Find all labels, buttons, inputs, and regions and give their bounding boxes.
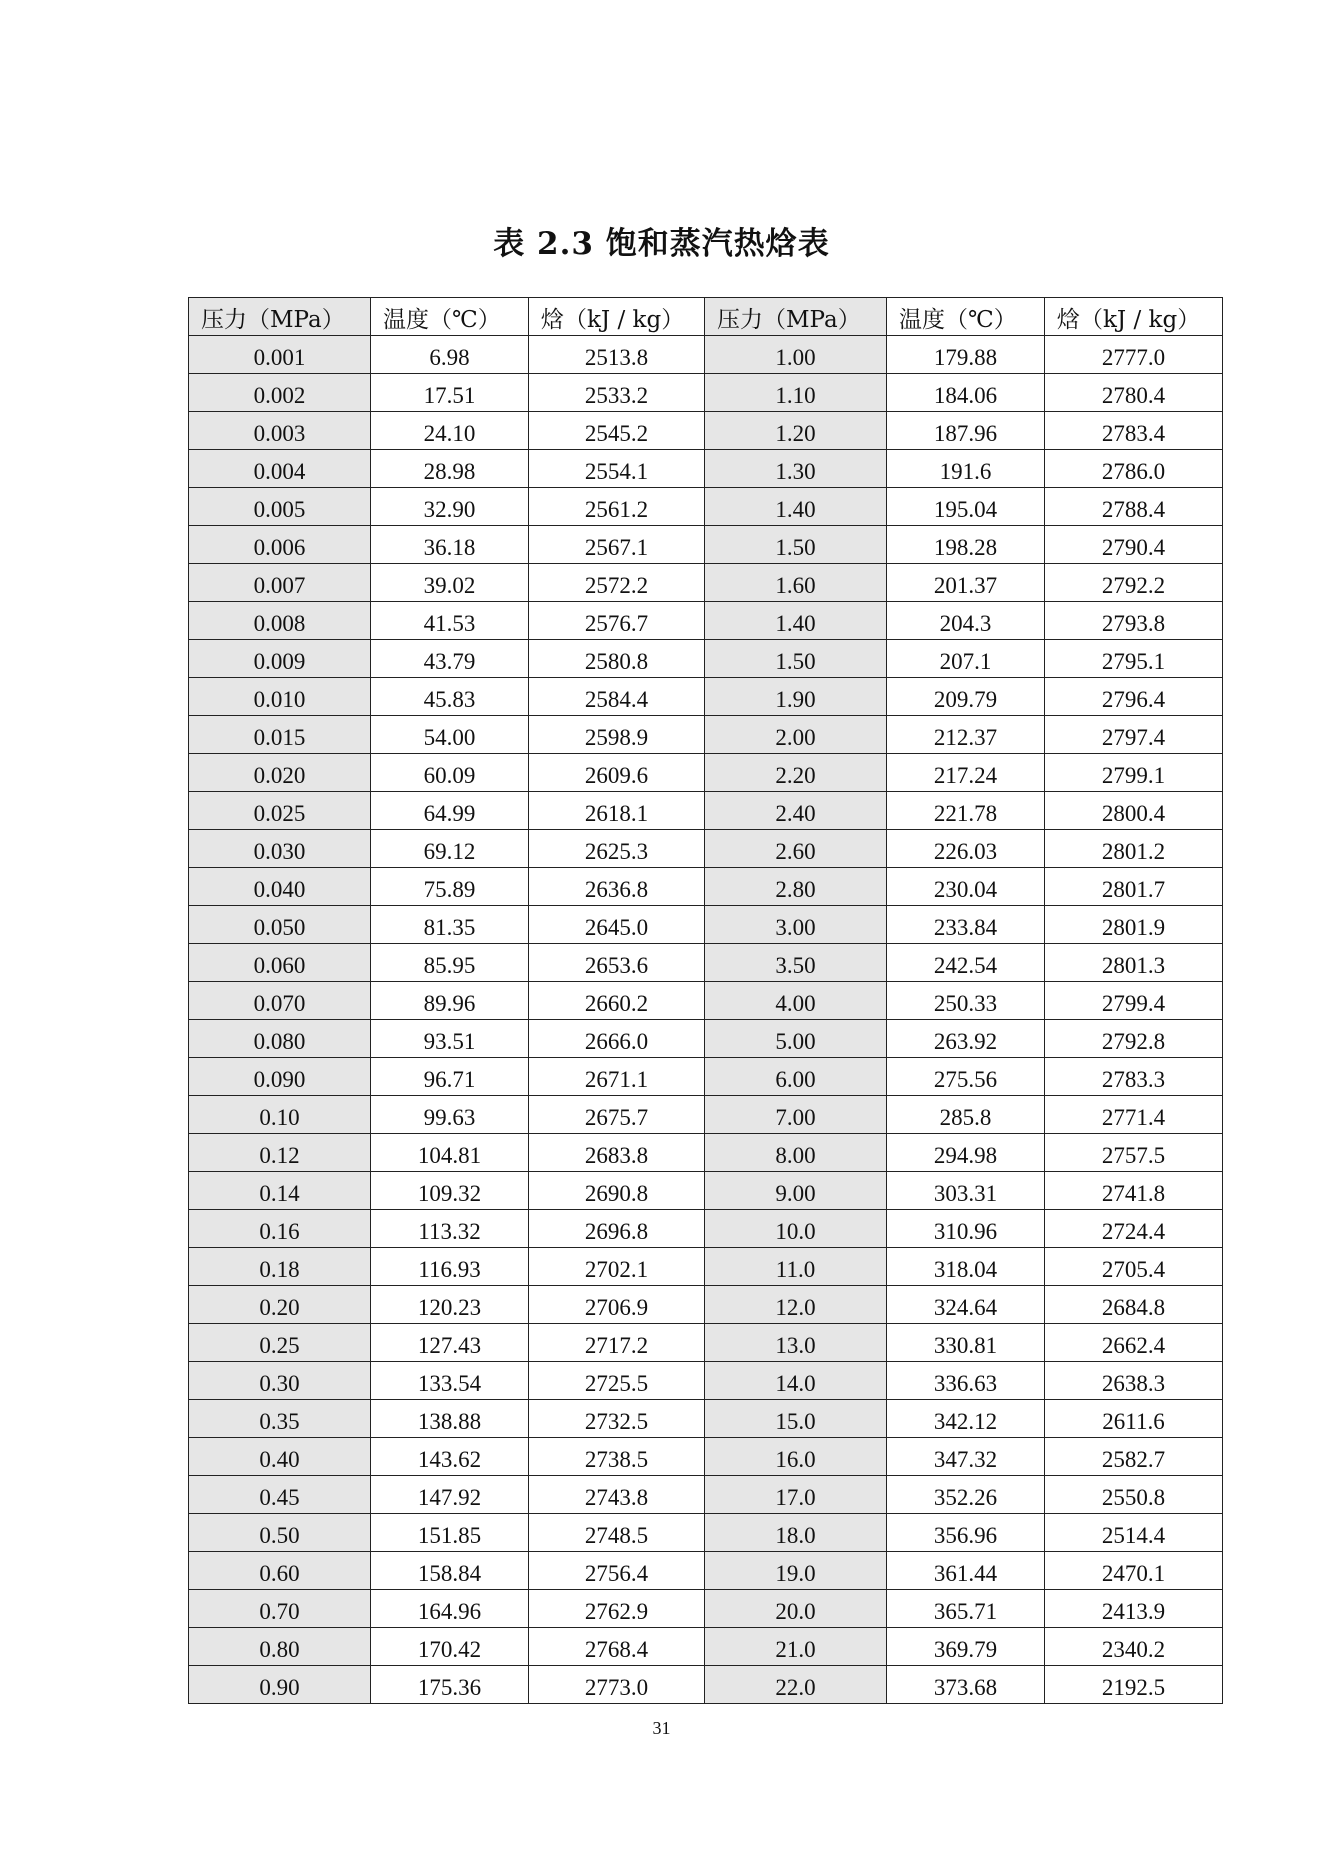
pressure-cell: 0.16 xyxy=(189,1210,371,1248)
page-title: 表 2.3 饱和蒸汽热焓表 xyxy=(493,226,830,262)
enthalpy-cell: 2561.2 xyxy=(529,488,705,526)
temperature-cell: 89.96 xyxy=(371,982,529,1020)
header-temperature: 温度（℃） xyxy=(371,298,529,336)
temperature-cell: 195.04 xyxy=(887,488,1045,526)
pressure-cell: 14.0 xyxy=(705,1362,887,1400)
temperature-cell: 64.99 xyxy=(371,792,529,830)
table-row xyxy=(189,1476,1223,1514)
pressure-cell: 1.40 xyxy=(705,488,887,526)
table-row xyxy=(189,1020,1223,1058)
pressure-cell: 3.00 xyxy=(705,906,887,944)
pressure-cell: 0.18 xyxy=(189,1248,371,1286)
header-pressure-2: 压力（MPa） xyxy=(705,298,887,336)
temperature-cell: 318.04 xyxy=(887,1248,1045,1286)
enthalpy-cell: 2801.9 xyxy=(1045,906,1223,944)
temperature-cell: 204.3 xyxy=(887,602,1045,640)
enthalpy-cell: 2783.4 xyxy=(1045,412,1223,450)
pressure-cell: 9.00 xyxy=(705,1172,887,1210)
temperature-cell: 170.42 xyxy=(371,1628,529,1666)
table-row xyxy=(189,906,1223,944)
enthalpy-cell: 2762.9 xyxy=(529,1590,705,1628)
temperature-cell: 356.96 xyxy=(887,1514,1045,1552)
enthalpy-cell: 2550.8 xyxy=(1045,1476,1223,1514)
enthalpy-cell: 2743.8 xyxy=(529,1476,705,1514)
temperature-cell: 24.10 xyxy=(371,412,529,450)
enthalpy-cell: 2636.8 xyxy=(529,868,705,906)
temperature-cell: 175.36 xyxy=(371,1666,529,1704)
temperature-cell: 45.83 xyxy=(371,678,529,716)
temperature-cell: 158.84 xyxy=(371,1552,529,1590)
temperature-cell: 39.02 xyxy=(371,564,529,602)
temperature-cell: 99.63 xyxy=(371,1096,529,1134)
enthalpy-cell: 2705.4 xyxy=(1045,1248,1223,1286)
table-row xyxy=(189,1058,1223,1096)
header-pressure: 压力（MPa） xyxy=(189,298,371,336)
temperature-cell: 209.79 xyxy=(887,678,1045,716)
pressure-cell: 17.0 xyxy=(705,1476,887,1514)
table-row xyxy=(189,1096,1223,1134)
temperature-cell: 342.12 xyxy=(887,1400,1045,1438)
temperature-cell: 54.00 xyxy=(371,716,529,754)
pressure-cell: 0.030 xyxy=(189,830,371,868)
pressure-cell: 1.00 xyxy=(705,336,887,374)
temperature-cell: 361.44 xyxy=(887,1552,1045,1590)
pressure-cell: 1.30 xyxy=(705,450,887,488)
enthalpy-cell: 2533.2 xyxy=(529,374,705,412)
enthalpy-cell: 2572.2 xyxy=(529,564,705,602)
enthalpy-cell: 2683.8 xyxy=(529,1134,705,1172)
temperature-cell: 347.32 xyxy=(887,1438,1045,1476)
enthalpy-cell: 2725.5 xyxy=(529,1362,705,1400)
table-row xyxy=(189,526,1223,564)
table-row xyxy=(189,982,1223,1020)
enthalpy-cell: 2702.1 xyxy=(529,1248,705,1286)
table-row xyxy=(189,1666,1223,1704)
enthalpy-cell: 2748.5 xyxy=(529,1514,705,1552)
pressure-cell: 0.020 xyxy=(189,754,371,792)
pressure-cell: 0.006 xyxy=(189,526,371,564)
enthalpy-cell: 2732.5 xyxy=(529,1400,705,1438)
temperature-cell: 373.68 xyxy=(887,1666,1045,1704)
enthalpy-cell: 2783.3 xyxy=(1045,1058,1223,1096)
table-row xyxy=(189,412,1223,450)
pressure-cell: 7.00 xyxy=(705,1096,887,1134)
pressure-cell: 1.40 xyxy=(705,602,887,640)
pressure-cell: 2.00 xyxy=(705,716,887,754)
table-row xyxy=(189,678,1223,716)
table-row xyxy=(189,944,1223,982)
temperature-cell: 336.63 xyxy=(887,1362,1045,1400)
temperature-cell: 226.03 xyxy=(887,830,1045,868)
temperature-cell: 164.96 xyxy=(371,1590,529,1628)
header-enthalpy-2: 焓（kJ / kg） xyxy=(1045,298,1223,336)
enthalpy-cell: 2690.8 xyxy=(529,1172,705,1210)
enthalpy-cell: 2684.8 xyxy=(1045,1286,1223,1324)
pressure-cell: 0.090 xyxy=(189,1058,371,1096)
pressure-cell: 5.00 xyxy=(705,1020,887,1058)
enthalpy-cell: 2796.4 xyxy=(1045,678,1223,716)
temperature-cell: 147.92 xyxy=(371,1476,529,1514)
enthalpy-cell: 2611.6 xyxy=(1045,1400,1223,1438)
temperature-cell: 138.88 xyxy=(371,1400,529,1438)
header-temperature-2: 温度（℃） xyxy=(887,298,1045,336)
table-row xyxy=(189,868,1223,906)
pressure-cell: 0.45 xyxy=(189,1476,371,1514)
enthalpy-cell: 2757.5 xyxy=(1045,1134,1223,1172)
temperature-cell: 17.51 xyxy=(371,374,529,412)
table-row xyxy=(189,1286,1223,1324)
enthalpy-cell: 2584.4 xyxy=(529,678,705,716)
table-row xyxy=(189,640,1223,678)
table-row xyxy=(189,830,1223,868)
enthalpy-cell: 2653.6 xyxy=(529,944,705,982)
page-number: 31 xyxy=(652,1718,671,1738)
temperature-cell: 143.62 xyxy=(371,1438,529,1476)
table-row xyxy=(189,1172,1223,1210)
enthalpy-cell: 2192.5 xyxy=(1045,1666,1223,1704)
enthalpy-cell: 2567.1 xyxy=(529,526,705,564)
pressure-cell: 11.0 xyxy=(705,1248,887,1286)
table-row xyxy=(189,1590,1223,1628)
pressure-cell: 0.007 xyxy=(189,564,371,602)
enthalpy-cell: 2768.4 xyxy=(529,1628,705,1666)
pressure-cell: 0.050 xyxy=(189,906,371,944)
table-row xyxy=(189,1552,1223,1590)
pressure-cell: 0.50 xyxy=(189,1514,371,1552)
pressure-cell: 0.80 xyxy=(189,1628,371,1666)
pressure-cell: 0.025 xyxy=(189,792,371,830)
temperature-cell: 96.71 xyxy=(371,1058,529,1096)
enthalpy-cell: 2799.1 xyxy=(1045,754,1223,792)
pressure-cell: 0.004 xyxy=(189,450,371,488)
pressure-cell: 2.20 xyxy=(705,754,887,792)
temperature-cell: 116.93 xyxy=(371,1248,529,1286)
temperature-cell: 369.79 xyxy=(887,1628,1045,1666)
temperature-cell: 113.32 xyxy=(371,1210,529,1248)
enthalpy-cell: 2795.1 xyxy=(1045,640,1223,678)
pressure-cell: 0.070 xyxy=(189,982,371,1020)
table-header-row xyxy=(189,298,1223,336)
table-row xyxy=(189,564,1223,602)
pressure-cell: 13.0 xyxy=(705,1324,887,1362)
table-row xyxy=(189,1210,1223,1248)
temperature-cell: 217.24 xyxy=(887,754,1045,792)
temperature-cell: 69.12 xyxy=(371,830,529,868)
enthalpy-cell: 2554.1 xyxy=(529,450,705,488)
pressure-cell: 0.009 xyxy=(189,640,371,678)
enthalpy-cell: 2786.0 xyxy=(1045,450,1223,488)
table-row xyxy=(189,336,1223,374)
enthalpy-cell: 2666.0 xyxy=(529,1020,705,1058)
enthalpy-cell: 2738.5 xyxy=(529,1438,705,1476)
enthalpy-cell: 2793.8 xyxy=(1045,602,1223,640)
enthalpy-cell: 2580.8 xyxy=(529,640,705,678)
enthalpy-cell: 2801.7 xyxy=(1045,868,1223,906)
pressure-cell: 0.60 xyxy=(189,1552,371,1590)
pressure-cell: 0.14 xyxy=(189,1172,371,1210)
pressure-cell: 0.12 xyxy=(189,1134,371,1172)
pressure-cell: 0.015 xyxy=(189,716,371,754)
enthalpy-cell: 2777.0 xyxy=(1045,336,1223,374)
temperature-cell: 81.35 xyxy=(371,906,529,944)
pressure-cell: 1.90 xyxy=(705,678,887,716)
temperature-cell: 43.79 xyxy=(371,640,529,678)
pressure-cell: 0.060 xyxy=(189,944,371,982)
pressure-cell: 2.80 xyxy=(705,868,887,906)
pressure-cell: 1.50 xyxy=(705,640,887,678)
pressure-cell: 2.60 xyxy=(705,830,887,868)
enthalpy-cell: 2413.9 xyxy=(1045,1590,1223,1628)
header-enthalpy: 焓（kJ / kg） xyxy=(529,298,705,336)
enthalpy-cell: 2671.1 xyxy=(529,1058,705,1096)
table-row xyxy=(189,374,1223,412)
temperature-cell: 201.37 xyxy=(887,564,1045,602)
pressure-cell: 0.080 xyxy=(189,1020,371,1058)
temperature-cell: 352.26 xyxy=(887,1476,1045,1514)
enthalpy-cell: 2513.8 xyxy=(529,336,705,374)
enthalpy-cell: 2741.8 xyxy=(1045,1172,1223,1210)
temperature-cell: 285.8 xyxy=(887,1096,1045,1134)
table-row xyxy=(189,716,1223,754)
pressure-cell: 4.00 xyxy=(705,982,887,1020)
pressure-cell: 2.40 xyxy=(705,792,887,830)
temperature-cell: 120.23 xyxy=(371,1286,529,1324)
pressure-cell: 1.50 xyxy=(705,526,887,564)
enthalpy-cell: 2792.8 xyxy=(1045,1020,1223,1058)
pressure-cell: 0.10 xyxy=(189,1096,371,1134)
table-row xyxy=(189,1324,1223,1362)
pressure-cell: 1.10 xyxy=(705,374,887,412)
temperature-cell: 212.37 xyxy=(887,716,1045,754)
pressure-cell: 22.0 xyxy=(705,1666,887,1704)
pressure-cell: 0.008 xyxy=(189,602,371,640)
enthalpy-cell: 2780.4 xyxy=(1045,374,1223,412)
temperature-cell: 127.43 xyxy=(371,1324,529,1362)
enthalpy-cell: 2724.4 xyxy=(1045,1210,1223,1248)
pressure-cell: 6.00 xyxy=(705,1058,887,1096)
pressure-cell: 16.0 xyxy=(705,1438,887,1476)
temperature-cell: 36.18 xyxy=(371,526,529,564)
enthalpy-cell: 2801.2 xyxy=(1045,830,1223,868)
pressure-cell: 0.005 xyxy=(189,488,371,526)
enthalpy-cell: 2609.6 xyxy=(529,754,705,792)
pressure-cell: 0.25 xyxy=(189,1324,371,1362)
pressure-cell: 20.0 xyxy=(705,1590,887,1628)
pressure-cell: 18.0 xyxy=(705,1514,887,1552)
temperature-cell: 151.85 xyxy=(371,1514,529,1552)
temperature-cell: 207.1 xyxy=(887,640,1045,678)
pressure-cell: 12.0 xyxy=(705,1286,887,1324)
enthalpy-cell: 2660.2 xyxy=(529,982,705,1020)
enthalpy-cell: 2790.4 xyxy=(1045,526,1223,564)
enthalpy-cell: 2662.4 xyxy=(1045,1324,1223,1362)
temperature-cell: 133.54 xyxy=(371,1362,529,1400)
table-row xyxy=(189,754,1223,792)
temperature-cell: 187.96 xyxy=(887,412,1045,450)
enthalpy-cell: 2598.9 xyxy=(529,716,705,754)
temperature-cell: 85.95 xyxy=(371,944,529,982)
enthalpy-cell: 2706.9 xyxy=(529,1286,705,1324)
temperature-cell: 242.54 xyxy=(887,944,1045,982)
pressure-cell: 0.001 xyxy=(189,336,371,374)
enthalpy-cell: 2470.1 xyxy=(1045,1552,1223,1590)
enthalpy-cell: 2717.2 xyxy=(529,1324,705,1362)
temperature-cell: 109.32 xyxy=(371,1172,529,1210)
pressure-cell: 0.002 xyxy=(189,374,371,412)
enthalpy-cell: 2582.7 xyxy=(1045,1438,1223,1476)
temperature-cell: 93.51 xyxy=(371,1020,529,1058)
temperature-cell: 179.88 xyxy=(887,336,1045,374)
table-row xyxy=(189,1362,1223,1400)
enthalpy-cell: 2340.2 xyxy=(1045,1628,1223,1666)
pressure-cell: 0.003 xyxy=(189,412,371,450)
temperature-cell: 294.98 xyxy=(887,1134,1045,1172)
pressure-cell: 0.040 xyxy=(189,868,371,906)
temperature-cell: 275.56 xyxy=(887,1058,1045,1096)
temperature-cell: 184.06 xyxy=(887,374,1045,412)
temperature-cell: 41.53 xyxy=(371,602,529,640)
enthalpy-cell: 2638.3 xyxy=(1045,1362,1223,1400)
temperature-cell: 198.28 xyxy=(887,526,1045,564)
temperature-cell: 191.6 xyxy=(887,450,1045,488)
pressure-cell: 0.70 xyxy=(189,1590,371,1628)
enthalpy-cell: 2645.0 xyxy=(529,906,705,944)
enthalpy-cell: 2792.2 xyxy=(1045,564,1223,602)
pressure-cell: 3.50 xyxy=(705,944,887,982)
pressure-cell: 0.90 xyxy=(189,1666,371,1704)
pressure-cell: 19.0 xyxy=(705,1552,887,1590)
pressure-cell: 0.30 xyxy=(189,1362,371,1400)
temperature-cell: 28.98 xyxy=(371,450,529,488)
enthalpy-cell: 2625.3 xyxy=(529,830,705,868)
temperature-cell: 221.78 xyxy=(887,792,1045,830)
temperature-cell: 330.81 xyxy=(887,1324,1045,1362)
pressure-cell: 8.00 xyxy=(705,1134,887,1172)
temperature-cell: 60.09 xyxy=(371,754,529,792)
table-row xyxy=(189,1438,1223,1476)
temperature-cell: 230.04 xyxy=(887,868,1045,906)
enthalpy-cell: 2756.4 xyxy=(529,1552,705,1590)
pressure-cell: 21.0 xyxy=(705,1628,887,1666)
pressure-cell: 1.60 xyxy=(705,564,887,602)
enthalpy-cell: 2788.4 xyxy=(1045,488,1223,526)
table-row xyxy=(189,602,1223,640)
temperature-cell: 303.31 xyxy=(887,1172,1045,1210)
table-row xyxy=(189,1628,1223,1666)
enthalpy-cell: 2576.7 xyxy=(529,602,705,640)
temperature-cell: 6.98 xyxy=(371,336,529,374)
enthalpy-cell: 2696.8 xyxy=(529,1210,705,1248)
enthalpy-cell: 2618.1 xyxy=(529,792,705,830)
table-row xyxy=(189,1514,1223,1552)
saturated-steam-enthalpy-table xyxy=(188,297,1223,1704)
enthalpy-cell: 2514.4 xyxy=(1045,1514,1223,1552)
table-row xyxy=(189,1400,1223,1438)
table-row xyxy=(189,792,1223,830)
enthalpy-cell: 2801.3 xyxy=(1045,944,1223,982)
pressure-cell: 10.0 xyxy=(705,1210,887,1248)
pressure-cell: 0.40 xyxy=(189,1438,371,1476)
temperature-cell: 32.90 xyxy=(371,488,529,526)
table-row xyxy=(189,1248,1223,1286)
enthalpy-cell: 2800.4 xyxy=(1045,792,1223,830)
temperature-cell: 365.71 xyxy=(887,1590,1045,1628)
pressure-cell: 1.20 xyxy=(705,412,887,450)
temperature-cell: 310.96 xyxy=(887,1210,1045,1248)
enthalpy-cell: 2773.0 xyxy=(529,1666,705,1704)
enthalpy-cell: 2675.7 xyxy=(529,1096,705,1134)
pressure-cell: 15.0 xyxy=(705,1400,887,1438)
temperature-cell: 324.64 xyxy=(887,1286,1045,1324)
enthalpy-cell: 2797.4 xyxy=(1045,716,1223,754)
temperature-cell: 75.89 xyxy=(371,868,529,906)
enthalpy-cell: 2799.4 xyxy=(1045,982,1223,1020)
temperature-cell: 104.81 xyxy=(371,1134,529,1172)
temperature-cell: 233.84 xyxy=(887,906,1045,944)
pressure-cell: 0.010 xyxy=(189,678,371,716)
temperature-cell: 250.33 xyxy=(887,982,1045,1020)
table-row xyxy=(189,488,1223,526)
table-row xyxy=(189,1134,1223,1172)
enthalpy-cell: 2771.4 xyxy=(1045,1096,1223,1134)
pressure-cell: 0.20 xyxy=(189,1286,371,1324)
table-body xyxy=(189,336,1223,1704)
enthalpy-cell: 2545.2 xyxy=(529,412,705,450)
temperature-cell: 263.92 xyxy=(887,1020,1045,1058)
table-row xyxy=(189,450,1223,488)
pressure-cell: 0.35 xyxy=(189,1400,371,1438)
